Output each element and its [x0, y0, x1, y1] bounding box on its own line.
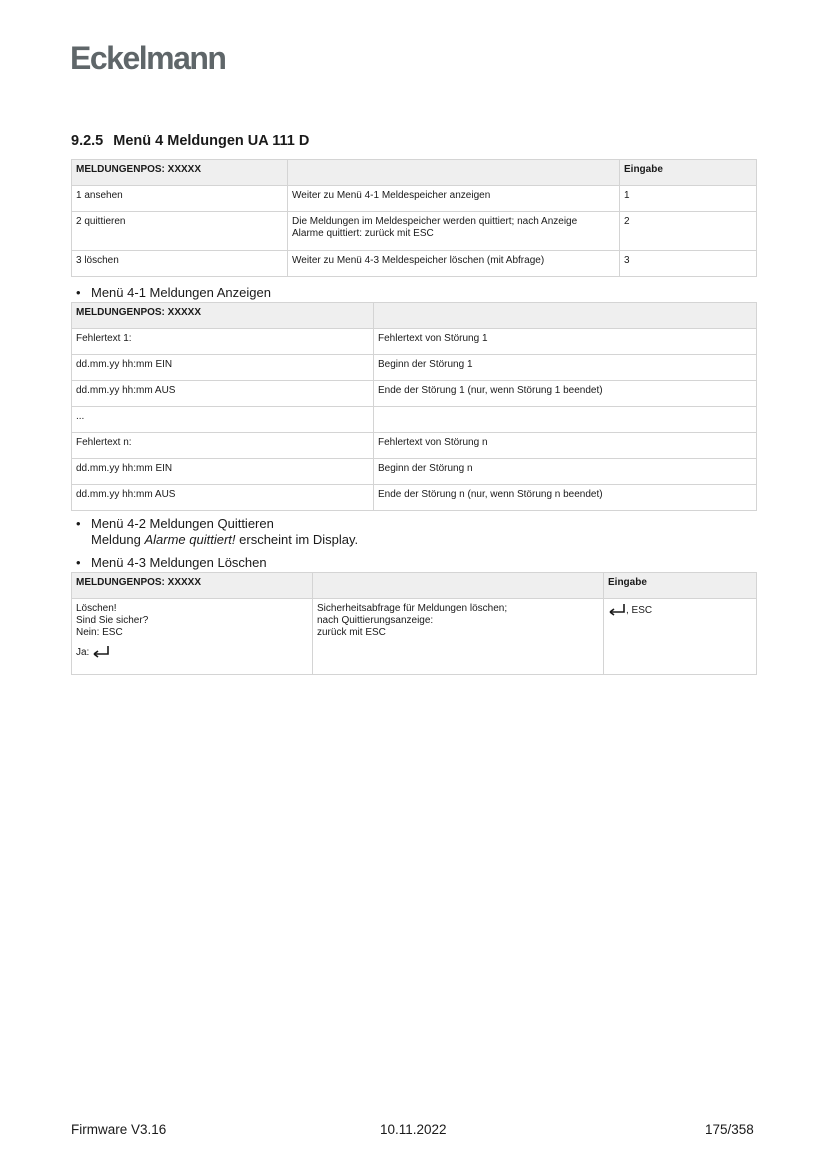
header-cell: MELDUNGENPOS: XXXXX	[72, 160, 288, 186]
cell-line: Sicherheitsabfrage für Meldungen löschen;	[317, 603, 508, 614]
footer-firmware: Firmware V3.16	[71, 1122, 167, 1137]
table-cell: ...	[72, 407, 374, 433]
table-cell	[604, 599, 757, 675]
section-number: 9.2.5	[71, 133, 104, 149]
table-row	[72, 355, 757, 381]
table-row	[72, 186, 757, 212]
bullet-menu-4-3: • Menü 4-3 Meldungen Löschen	[76, 555, 267, 570]
table-cell	[313, 599, 604, 675]
table-cell: Weiter zu Menü 4-1 Meldespeicher anzeigen	[288, 186, 620, 212]
table-cell: Ende der Störung n (nur, wenn Störung n beendet)	[374, 485, 757, 511]
table-header-row	[72, 160, 757, 186]
cell-line: Alarme quittiert: zurück mit ESC	[292, 228, 434, 239]
input-label: , ESC	[626, 605, 653, 616]
table-cell: Fehlertext 1:	[72, 329, 374, 355]
cell-line	[608, 603, 752, 617]
yes-label: Ja:	[76, 647, 90, 658]
table-cell: Fehlertext von Störung n	[374, 433, 757, 459]
header-cell	[313, 573, 604, 599]
subtext-emphasis: Alarme quittiert!	[144, 532, 236, 547]
header-cell	[374, 303, 757, 329]
header-cell	[288, 160, 620, 186]
menu-4-table	[71, 159, 757, 277]
header-cell: MELDUNGENPOS: XXXXX	[72, 303, 374, 329]
table-row	[72, 407, 757, 433]
table-cell: dd.mm.yy hh:mm EIN	[72, 459, 374, 485]
table-cell: dd.mm.yy hh:mm EIN	[72, 355, 374, 381]
menu-4-3-table	[71, 572, 757, 675]
bullet-subtext	[76, 532, 358, 548]
table-cell	[72, 599, 313, 675]
cell-line: nach Quittierungsanzeige:	[317, 615, 434, 626]
table-row	[72, 381, 757, 407]
table-cell: 3 löschen	[72, 251, 288, 277]
table-cell: 2 quittieren	[72, 212, 288, 251]
table-header-row	[72, 303, 757, 329]
bullet-menu-4-1: • Menü 4-1 Meldungen Anzeigen	[76, 285, 271, 300]
bullet-menu-4-2: • Menü 4-2 Meldungen Quittieren Meldung Alarme quittiert! erscheint im Display.	[76, 516, 359, 547]
table-cell: dd.mm.yy hh:mm AUS	[72, 485, 374, 511]
table-cell: Weiter zu Menü 4-3 Meldespeicher löschen (mit Abfrage)	[288, 251, 620, 277]
table-cell: 1	[620, 186, 757, 212]
bullet-text: Menü 4-1 Meldungen Anzeigen	[91, 285, 271, 300]
table-cell: Beginn der Störung n	[374, 459, 757, 485]
table-header-row	[72, 573, 757, 599]
table-cell: 2	[620, 212, 757, 251]
table-cell: Beginn der Störung 1	[374, 355, 757, 381]
table-row	[72, 212, 757, 251]
menu-4-1-table	[71, 302, 757, 511]
bullet-text: Menü 4-2 Meldungen Quittieren	[91, 516, 274, 531]
table-cell: 3	[620, 251, 757, 277]
header-cell: Eingabe	[620, 160, 757, 186]
table-cell: Fehlertext von Störung 1	[374, 329, 757, 355]
table-row	[72, 459, 757, 485]
table-row	[72, 433, 757, 459]
eckelmann-logo: Eckelmann	[70, 40, 226, 76]
section-heading	[71, 133, 309, 149]
subtext-suffix: erscheint im Display.	[235, 532, 359, 547]
cell-line	[76, 645, 308, 659]
cell-line: Nein: ESC	[76, 627, 123, 638]
cell-line: Sind Sie sicher?	[76, 615, 149, 626]
table-cell: 1 ansehen	[72, 186, 288, 212]
footer-date: 10.11.2022	[380, 1122, 447, 1137]
table-row	[72, 329, 757, 355]
header-cell: MELDUNGENPOS: XXXXX	[72, 573, 313, 599]
table-cell: dd.mm.yy hh:mm AUS	[72, 381, 374, 407]
table-cell	[374, 407, 757, 433]
table-row	[72, 485, 757, 511]
table-row	[72, 251, 757, 277]
footer-page-number: 175/358	[705, 1122, 754, 1137]
table-cell	[288, 212, 620, 251]
subtext-prefix: Meldung	[91, 532, 145, 547]
enter-key-icon	[608, 603, 626, 617]
table-row	[72, 599, 757, 675]
header-cell: Eingabe	[604, 573, 757, 599]
cell-line: zurück mit ESC	[317, 627, 386, 638]
enter-key-icon	[92, 645, 110, 659]
bullet-text: Menü 4-3 Meldungen Löschen	[91, 555, 267, 570]
cell-line: Löschen!	[76, 603, 117, 614]
cell-line: Die Meldungen im Meldespeicher werden quittiert; nach Anzeige	[292, 216, 578, 227]
table-cell: Ende der Störung 1 (nur, wenn Störung 1 beendet)	[374, 381, 757, 407]
table-cell: Fehlertext n:	[72, 433, 374, 459]
section-title-text: Menü 4 Meldungen UA 111 D	[113, 133, 310, 149]
